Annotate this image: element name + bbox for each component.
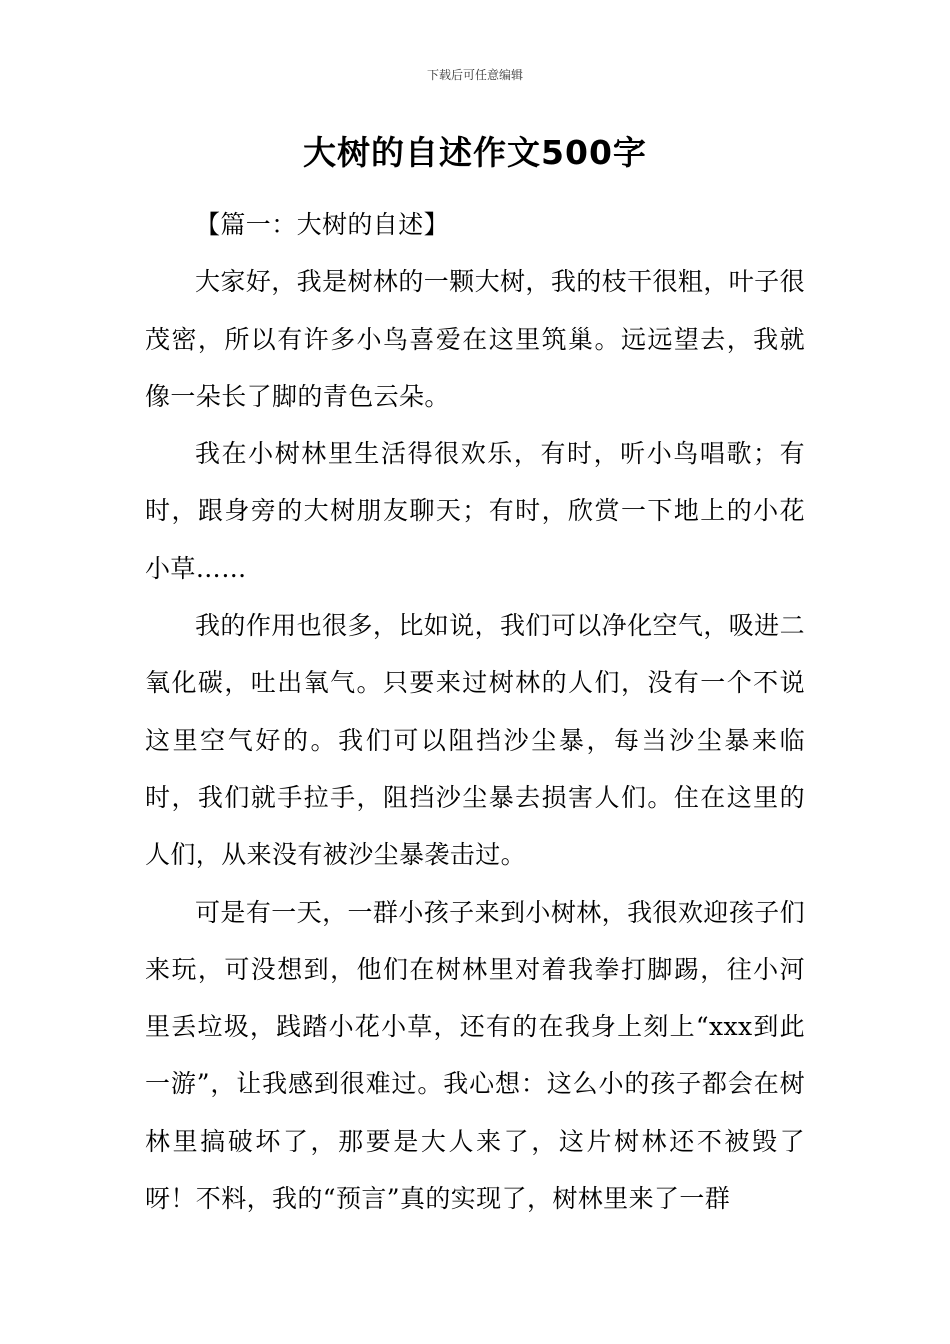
paragraph-3: 我的作用也很多，比如说，我们可以净化空气，吸进二氧化碳，吐出氧气。只要来过树林的人们，没有一个不说这里空气好的。我们可以阻挡沙尘暴，每当沙尘暴来临时，我们就手拉手，阻挡沙尘暴去损害人们。住在这里的人们，从来没有被沙尘暴袭击过。 bbox=[145, 611, 805, 870]
document-body bbox=[145, 196, 805, 1227]
paragraph-1: 大家好，我是树林的一颗大树，我的枝干很粗，叶子很茂密，所以有许多小鸟喜爱在这里筑巢。远远望去，我就像一朵长了脚的青色云朵。 bbox=[145, 267, 805, 411]
paragraph-4: 可是有一天，一群小孩子来到小树林，我很欢迎孩子们来玩，可没想到，他们在树林里对着我拳打脚踢，往小河里丢垃圾，践踏小花小草，还有的在我身上刻上“xxx到此一游”，让我感到很难过。我心想：这么小的孩子都会在树林里搞破坏了，那要是大人来了，这片树林还不被毁了呀！不料，我的“预言”真的实现了，树林里来了一群 bbox=[145, 897, 805, 1214]
document-title: 大树的自述作文500字 bbox=[303, 133, 647, 172]
paragraph-2: 我在小树林里生活得很欢乐，有时，听小鸟唱歌；有时，跟身旁的大树朋友聊天；有时，欣赏一下地上的小花小草…… bbox=[145, 439, 805, 583]
section-heading: 【篇一：大树的自述】 bbox=[195, 210, 450, 239]
header-note: 下载后可任意编辑 bbox=[426, 68, 523, 82]
